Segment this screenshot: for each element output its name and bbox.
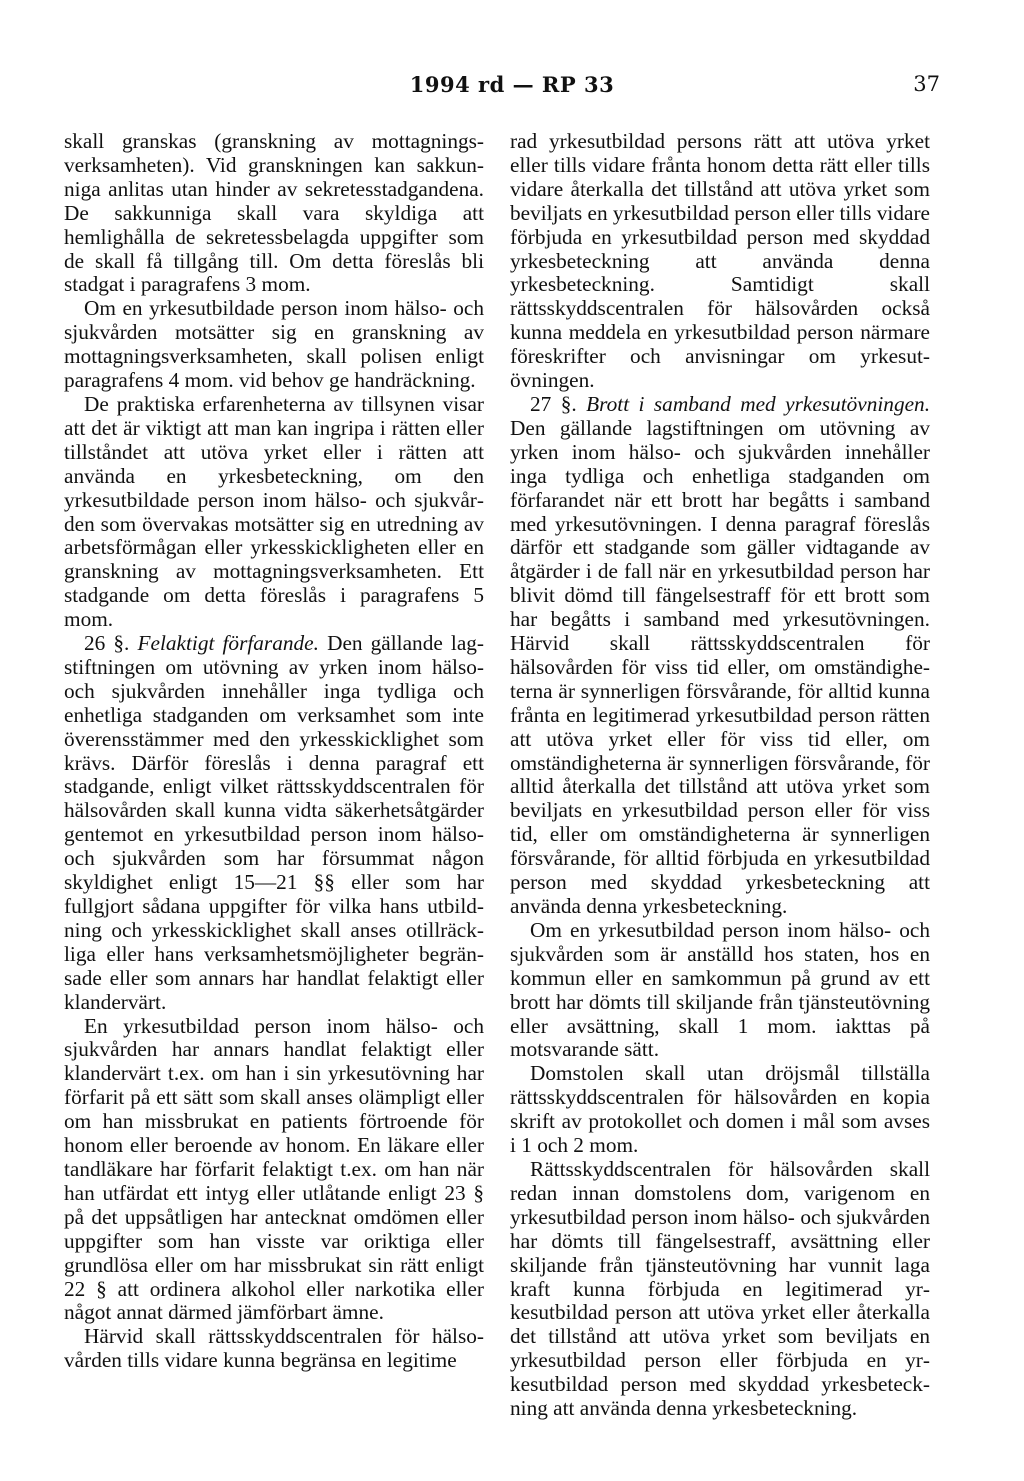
paragraph: skall granskas (granskning av mottagningsverksamheten). Vid granskningen kan sakkunniga anlitas utan hinder av sekretesstadgandena. De sakkunniga skall vara skyldiga att hemlighålla de sekretessbelagda uppgifter som de skall få tillgång till. Om detta föreslås bli stadgat i paragrafens 3 mom. xyxy=(64,129,484,297)
section-number: 26 §. xyxy=(84,631,130,656)
paragraph: Om en yrkesutbildade person inom hälso- och sjukvården motsätter sig en granskning av mottagningsverksamheten, skall polisen enligt paragrafens 4 mom. vid behov ge handräckning. xyxy=(64,296,484,393)
paragraph: Domstolen skall utan dröjsmål tillställa rättsskyddscentralen för hälsovården en kopia skrift av protokollet och domen i mål som avses i 1 och 2 mom. xyxy=(510,1061,930,1158)
paragraph: Om en yrkesutbildad person inom hälso- och sjukvården som är anställd hos staten, hos en kommun eller en samkommun på grund av ett brott har dömts till skiljande från tjänsteutövning eller avsättning, skall 1 mom. iakttas på motsvarande sätt. xyxy=(510,917,930,1062)
paragraph: De praktiska erfarenheterna av tillsynen visar att det är viktigt att man kan ingripa i rätten eller tillståndet att utöva yrket eller i rätten att använda en yrkesbeteckning, om den yrkesutbildade person inom hälso- och sjukvården som övervakas motsätter sig en utredning av arbetsförmågan eller yrkesskickligheten eller en granskning av mottagningsverksamheten. Ett stadgande om detta föreslås i paragrafens 5 mom. xyxy=(64,391,484,632)
page-header xyxy=(0,72,1024,104)
left-column xyxy=(64,130,484,1373)
page-number: 37 xyxy=(913,72,940,96)
running-title: 1994 rd — RP 33 xyxy=(409,72,615,97)
right-column xyxy=(510,130,930,1421)
section-27-paragraph xyxy=(510,393,930,919)
paragraph: Härvid skall rättsskyddscentralen för hälsovården tills vidare kunna begränsa en legitime xyxy=(64,1324,484,1373)
paragraph: En yrkesutbildad person inom hälso- och sjukvården har annars handlat felaktigt eller klandervärt t.ex. om han i sin yrkesutövning har förfarit på ett sätt som skall anses olämpligt eller om han missbrukat en patients förtroende för honom eller beroende av honom. En läkare eller tandläkare har förfarit felaktigt t.ex. om han när han utfärdat ett intyg eller utlåtande enligt 23 § på det uppsåtligen har antecknat omdömen eller uppgifter som han visste var oriktiga eller grundlösa eller om har missbrukat sin rätt enligt 22 § att ordinera alkohol eller narkotika eller något annat därmed jämförbart ämne. xyxy=(64,1013,484,1325)
section-heading: Brott i samband med yrkesutövningen. xyxy=(586,391,931,416)
paragraph: Rättsskyddscentralen för hälsovården skall redan innan domstolens dom, varigenom en yrkesutbildad person inom hälso- och sjukvården har dömts till fängelsestraff, avsättning eller skiljande från tjänsteutövning har vunnit laga kraft kunna förbjuda en legitimerad yrkesutbildad person att utöva yrket eller återkalla det tillstånd att utöva yrket som beviljats en yrkesutbildad person eller förbjuda en yrkesutbildad person med skyddad yrkesbeteckning att använda denna yrkesbeteckning. xyxy=(510,1156,930,1421)
paragraph: rad yrkesutbildad persons rätt att utöva yrket eller tills vidare frånta honom detta rätt eller tills vidare återkalla det tillstånd att utöva yrket som beviljats en yrkesutbildad person eller tills vidare förbjuda en yrkesutbildad person med skyddad yrkesbeteckning att använda denna yrkesbeteckning. Samtidigt skall rättsskyddscentralen för hälsovården också kunna meddela en yrkesutbildad person närmare föreskrifter och anvisningar om yrkesutövningen. xyxy=(510,129,930,393)
section-text: Den gällande lagstiftningen om utövning av yrken inom hälso- och sjukvården innehåller inga tydliga och enhetliga stadganden om förfarandet när ett brott har begåtts i samband med yrkesutövningen. I denna paragraf föreslås därför ett stadgande som gäller vidtagande av åtgärder i de fall när en yrkesutbildad person har blivit dömd till fängelsestraff för ett brott som har begåtts i samband med yrkesutövningen. Härvid skall rättsskyddscentralen för hälsovården för viss tid eller, om omständigheterna är synnerligen försvårande, för alltid kunna frånta en legitimerad yrkesutbildad person rätten att utöva yrket eller för viss tid eller, om omständigheterna är synnerligen försvårande, för alltid återkalla det tillstånd att utöva yrket som beviljats en yrkesutbildad person eller för viss tid, eller om omständigheterna är synnerligen försvårande, för alltid förbjuda en yrkesutbildad person med skyddad yrkesbeteckning att använda denna yrkesbeteckning. xyxy=(510,415,930,918)
section-heading: Felaktigt förfarande. xyxy=(137,631,319,656)
section-number: 27 §. xyxy=(530,391,577,416)
section-text: Den gällande lagstiftningen om utövning av yrken inom hälso- och sjukvården innehåller inga tydliga och enhetliga stadganden om verksamhet som inte överensstämmer med den yrkesskicklighet som krävs. Därför föreslås i denna paragraf ett stadgande, enligt vilket rättsskyddscentralen för hälsovården skall kunna vidta säkerhetsåtgärder gentemot en yrkesutbildad person inom hälso- och sjukvården som har försummat någon skyldighet enligt 15—21 §§ eller som har fullgjort sådana uppgifter för vilka hans utbildning och yrkesskicklighet skall anses otillräckliga eller hans verksamhetsmöjligheter begränsade eller som annars har handlat felaktigt eller klandervärt. xyxy=(64,631,485,1014)
section-26-paragraph xyxy=(64,632,484,1015)
